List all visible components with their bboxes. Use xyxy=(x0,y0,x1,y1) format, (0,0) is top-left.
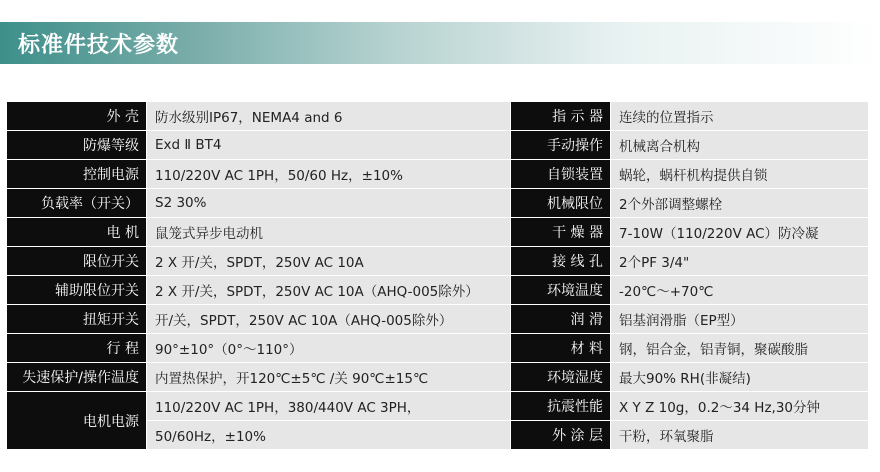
spec-value: 2个PF 3/4" xyxy=(611,247,869,276)
table-row xyxy=(7,334,869,363)
spec-value: 7-10W（110/220V AC）防冷凝 xyxy=(611,218,869,247)
section-header xyxy=(0,22,880,64)
spec-value: 2个外部调整螺栓 xyxy=(611,189,869,218)
spec-label: 电机电源 xyxy=(7,392,147,450)
spec-value: 蜗轮，蜗杆机构提供自锁 xyxy=(611,160,869,189)
spec-value: -20℃～+70℃ xyxy=(611,276,869,305)
spec-label: 电 机 xyxy=(7,218,147,247)
spec-value: 内置热保护，开120℃±5℃ /关 90℃±15℃ xyxy=(147,363,511,392)
spec-value: 铝基润滑脂（EP型） xyxy=(611,305,869,334)
spec-label: 辅助限位开关 xyxy=(7,276,147,305)
table-row xyxy=(7,131,869,160)
spec-label: 外 涂 层 xyxy=(511,421,611,450)
spec-label: 抗震性能 xyxy=(511,392,611,421)
table-row xyxy=(7,363,869,392)
spec-label: 负载率（开关） xyxy=(7,189,147,218)
spec-value: 钢，铝合金，铝青铜，聚碳酸脂 xyxy=(611,334,869,363)
spec-value: 最大90% RH(非凝结) xyxy=(611,363,869,392)
spec-value: Exd Ⅱ BT4 xyxy=(147,131,511,160)
table-row xyxy=(7,247,869,276)
spec-value: 鼠笼式异步电动机 xyxy=(147,218,511,247)
spec-value: 2 X 开/关，SPDT，250V AC 10A xyxy=(147,247,511,276)
spec-value: 防水级别IP67，NEMA4 and 6 xyxy=(147,102,511,131)
spec-label: 控制电源 xyxy=(7,160,147,189)
table-row xyxy=(7,392,869,421)
spec-value: 连续的位置指示 xyxy=(611,102,869,131)
spec-label: 材 料 xyxy=(511,334,611,363)
spec-label: 接 线 孔 xyxy=(511,247,611,276)
spec-label: 指 示 器 xyxy=(511,102,611,131)
spec-label: 行 程 xyxy=(7,334,147,363)
spec-label: 防爆等级 xyxy=(7,131,147,160)
section-title: 标准件技术参数 xyxy=(18,33,180,58)
spec-value: 机械离合机构 xyxy=(611,131,869,160)
spec-label: 环境温度 xyxy=(511,276,611,305)
spec-value: 干粉，环氧聚脂 xyxy=(611,421,869,450)
spec-value: 开/关，SPDT，250V AC 10A（AHQ-005除外） xyxy=(147,305,511,334)
table-row xyxy=(7,189,869,218)
spec-label: 扭矩开关 xyxy=(7,305,147,334)
table-row xyxy=(7,305,869,334)
spec-value: 50/60Hz，±10% xyxy=(147,421,511,450)
table-row xyxy=(7,218,869,247)
spec-value: 90°±10°（0°～110°） xyxy=(147,334,511,363)
spec-value: S2 30% xyxy=(147,189,511,218)
spec-value: 2 X 开/关，SPDT，250V AC 10A（AHQ-005除外） xyxy=(147,276,511,305)
table-row xyxy=(7,160,869,189)
spec-value: 110/220V AC 1PH，380/440V AC 3PH， xyxy=(147,392,511,421)
spec-label: 干 燥 器 xyxy=(511,218,611,247)
spec-label: 润 滑 xyxy=(511,305,611,334)
spec-table xyxy=(6,101,869,450)
spec-label: 限位开关 xyxy=(7,247,147,276)
table-row xyxy=(7,276,869,305)
spec-label: 机械限位 xyxy=(511,189,611,218)
spec-label: 环境湿度 xyxy=(511,363,611,392)
spec-value: 110/220V AC 1PH，50/60 Hz，±10% xyxy=(147,160,511,189)
spec-label: 手动操作 xyxy=(511,131,611,160)
spec-value: X Y Z 10g，0.2～34 Hz,30分钟 xyxy=(611,392,869,421)
spec-label: 外 壳 xyxy=(7,102,147,131)
table-row xyxy=(7,102,869,131)
spec-label: 失速保护/操作温度 xyxy=(7,363,147,392)
spec-label: 自锁装置 xyxy=(511,160,611,189)
